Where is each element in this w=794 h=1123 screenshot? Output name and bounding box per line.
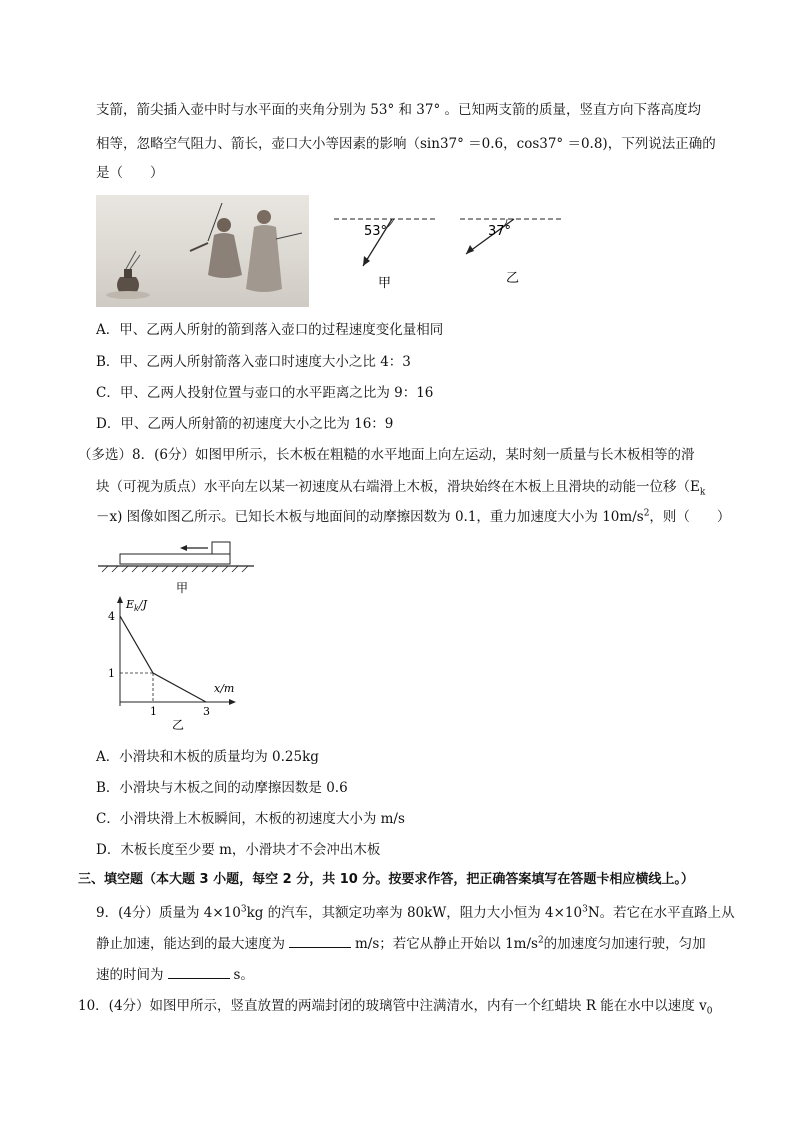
person2-arrow [276, 233, 302, 239]
archery-painting [96, 195, 309, 307]
q9-blank-2[interactable] [168, 964, 230, 979]
person1-robe [208, 233, 242, 278]
q8-line-3-end: ，则（ ） [649, 509, 731, 525]
q8-line-2-text: 块（可视为质点）水平向左以某一初速度从右端滑上木板，滑块始终在木板上且滑块的动能一位移（E [96, 479, 700, 495]
xtick-1: 1 [150, 705, 157, 718]
long-board [120, 554, 230, 564]
q8-line-1: （多选）8．(6分）如图甲所示，长木板在粗糙的水平地面上向左运动，某时刻一质量与长木板相等的滑 [78, 447, 695, 463]
person1-head [217, 218, 231, 232]
q9-l3a: 速的时间为 [96, 967, 164, 983]
q8-g-sup: 2 [643, 508, 650, 519]
q7-option-a: A．甲、乙两人所射的箭到落入壶口的过程速度变化量相同 [96, 322, 444, 338]
q9-l2a: 静止加速，能达到的最大速度为 [96, 936, 285, 952]
pot-neck [124, 269, 132, 278]
q8-option-d: D．木板长度至少要 m，小滑块才不会冲出木板 [96, 842, 381, 858]
slider-block [212, 542, 230, 554]
diagram-yi [456, 210, 576, 300]
q9-sup2: 3 [582, 904, 588, 915]
section-3-heading: 三、填空题（本大题 3 小题，每空 2 分，共 10 分。按要求作答，把正确答案填写在答题卡相应横线上。） [78, 872, 694, 887]
x-axis-arrowhead [229, 699, 236, 705]
q9-l1b: kg 的汽车，其额定功率为 80kW，阻力大小恒为 4×10 [246, 905, 583, 921]
diagram-jia [330, 210, 450, 300]
graph-label: 乙 [172, 718, 185, 732]
q10-l1a: 10．(4分）如图甲所示，竖直放置的两端封闭的玻璃管中注满清水，内有一个红蜡块 R 能在水中以速度 v [78, 998, 707, 1014]
q10-line-1 [78, 996, 712, 1016]
q9-line-2 [96, 933, 706, 954]
q8-option-b: B．小滑块与木板之间的动摩擦因数是 0.6 [96, 780, 348, 796]
board-figure [96, 536, 256, 598]
ek-curve [120, 616, 206, 702]
q8-option-c: C．小滑块滑上木板瞬间，木板的初速度大小为 m/s [96, 811, 405, 827]
ytick-1: 1 [108, 667, 115, 680]
q8-ek-sub: k [699, 487, 706, 498]
yi-angle-label: 37° [488, 224, 512, 239]
y-axis-arrowhead [117, 596, 123, 603]
q8-line-3-text: －x) 图像如图乙所示。已知长木板与地面间的动摩擦因数为 0.1，重力加速度大小为 10m/s [96, 509, 644, 525]
q9-line-1 [96, 903, 735, 923]
q9-l1a: 9．(4分）质量为 4×10 [96, 905, 241, 921]
ytick-4: 4 [108, 610, 115, 623]
xtick-3: 3 [203, 705, 210, 718]
velocity-arrowhead [180, 545, 187, 551]
board-figure-label: 甲 [176, 581, 189, 595]
painting-figures [96, 195, 309, 307]
yi-arrowhead [466, 245, 474, 254]
q7-line-2: 相等，忽略空气阻力、箭长，壶口大小等因素的影响（sin37° ＝0.6，cos37° ＝0.8)，下列说法正确的 [96, 136, 716, 152]
q7-line-3: 是（ ） [96, 165, 164, 181]
pot-shape [117, 277, 139, 293]
ground-hatching [102, 566, 248, 572]
q9-l2b: m/s；若它从静止开始以 1m/s [355, 936, 538, 952]
q9-l2c: 的加速度匀加速行驶，匀加 [543, 936, 706, 952]
q8-option-a: A．小滑块和木板的质量均为 0.25kg [96, 749, 319, 765]
jia-angle-label: 53° [364, 224, 388, 239]
q7-option-d: D．甲、乙两人所射箭的初速度大小之比为 16：9 [96, 416, 394, 432]
q8-line-3 [96, 507, 730, 527]
yi-label: 乙 [506, 271, 520, 286]
graph-xlabel: x/m [214, 682, 235, 695]
q10-v0-sub: 0 [706, 1006, 713, 1017]
person2-robe [246, 225, 282, 292]
q9-l1c: N。若它在水平直路上从 [587, 905, 735, 921]
q7-option-c: C．甲、乙两人投射位置与壶口的水平距离之比为 9：16 [96, 385, 434, 401]
q7-option-b: B．甲、乙两人所射箭落入壶口时速度大小之比 4：3 [96, 354, 411, 370]
pot-shadow [106, 291, 150, 299]
q9-sup3: 2 [537, 935, 544, 946]
q9-sup1: 3 [240, 904, 247, 915]
person1-arm [190, 243, 208, 251]
graph-ylabel: $E_k/J$ [126, 598, 148, 613]
person2-head [257, 210, 271, 224]
q9-blank-1[interactable] [289, 933, 351, 948]
q8-line-2 [96, 477, 705, 497]
ek-x-graph [100, 596, 240, 736]
q9-l3b: s。 [233, 967, 254, 983]
jia-label: 甲 [378, 276, 392, 291]
q9-line-3 [96, 964, 254, 985]
pot-arrow [126, 251, 136, 269]
pot-arrow-2 [130, 255, 140, 269]
q7-line-1: 支箭，箭尖插入壶中时与水平面的夹角分别为 53° 和 37° 。已知两支箭的质量，竖直方向下落高度均 [96, 102, 702, 118]
